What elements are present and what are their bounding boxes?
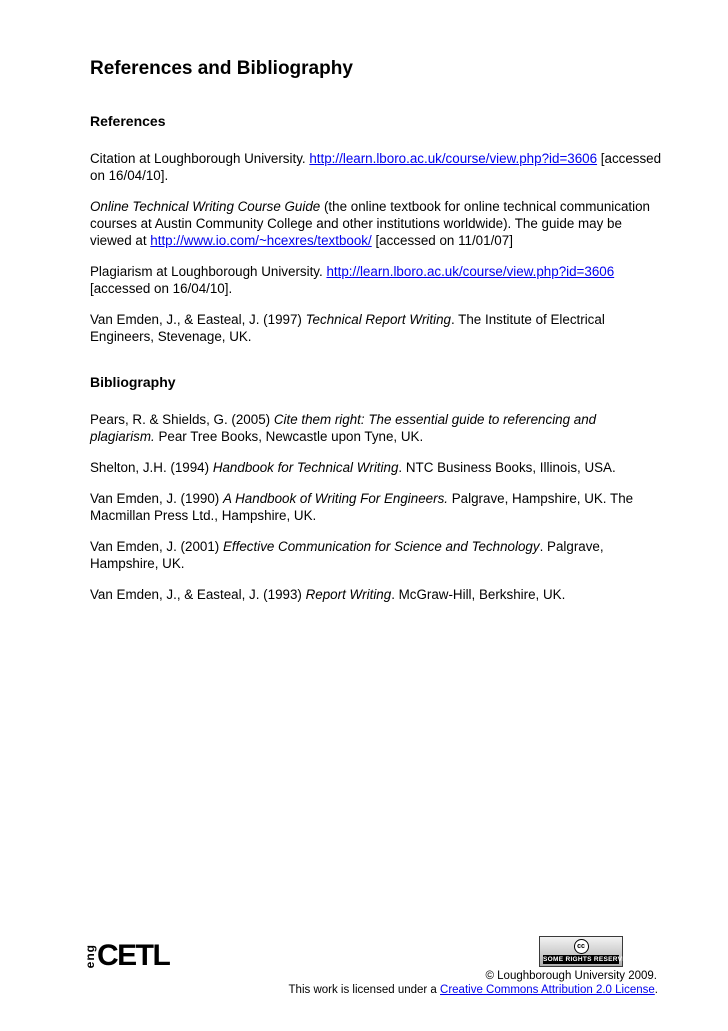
bibliography-entry bbox=[90, 411, 662, 445]
reference-entry bbox=[90, 198, 662, 249]
hyperlink[interactable]: http://learn.lboro.ac.uk/course/view.php?id=3606 bbox=[326, 264, 615, 279]
hyperlink[interactable]: http://learn.lboro.ac.uk/course/view.php?id=3606 bbox=[309, 151, 598, 166]
text-run: Citation at Loughborough University. bbox=[90, 151, 310, 166]
bibliography-entry bbox=[90, 586, 662, 603]
text-run: Pears, R. & Shields, G. (2005) bbox=[90, 412, 274, 427]
text-run: Van Emden, J. (1990) bbox=[90, 491, 223, 506]
document-content bbox=[90, 57, 662, 617]
engcetl-logo bbox=[84, 941, 169, 971]
page-title: References and Bibliography bbox=[90, 58, 353, 79]
text-run: Van Emden, J., & Easteal, J. (1993) bbox=[90, 587, 306, 602]
italic-text-run: Cite them right: The essential guide to referencing and plagiarism. bbox=[90, 412, 597, 444]
references-heading: References bbox=[90, 113, 166, 129]
text-run: Palgrave, Hampshire, UK. The Macmillan Press Ltd., Hampshire, UK. bbox=[90, 491, 634, 523]
hyperlink[interactable]: http://www.io.com/~hcexres/textbook/ bbox=[150, 233, 372, 248]
text-run: Plagiarism at Loughborough University. bbox=[90, 264, 327, 279]
bibliography-heading: Bibliography bbox=[90, 374, 176, 390]
engcetl-logo-eng-text: eng bbox=[83, 943, 97, 969]
text-run: [accessed on 16/04/10]. bbox=[90, 151, 662, 183]
engcetl-logo-cetl-text: CETL bbox=[97, 939, 170, 972]
license-statement bbox=[289, 983, 658, 997]
bibliography-entry bbox=[90, 490, 662, 524]
some-rights-reserved-label: SOME RIGHTS RESERVED bbox=[543, 956, 632, 963]
text-run: (the online textbook for online technical communication courses at Austin Community College and other institutions worldwide). The guide may be viewed at bbox=[90, 199, 650, 248]
text-run: . McGraw-Hill, Berkshire, UK. bbox=[391, 587, 566, 602]
copyright-notice: © Loughborough University 2009. bbox=[485, 970, 657, 982]
text-run: Pear Tree Books, Newcastle upon Tyne, UK. bbox=[154, 429, 424, 444]
text-run: Van Emden, J., & Easteal, J. (1997) bbox=[90, 312, 306, 327]
text-run: [accessed on 16/04/10]. bbox=[90, 281, 233, 296]
license-suffix: . bbox=[654, 984, 658, 996]
reference-entry bbox=[90, 311, 662, 345]
reference-entry bbox=[90, 150, 662, 184]
text-run: Van Emden, J. (2001) bbox=[90, 539, 223, 554]
license-prefix: This work is licensed under a bbox=[288, 984, 441, 996]
text-run: . Palgrave, Hampshire, UK. bbox=[90, 539, 604, 571]
cc-license-link[interactable]: Creative Commons Attribution 2.0 License bbox=[440, 984, 655, 996]
text-run: . The Institute of Electrical Engineers, Stevenage, UK. bbox=[90, 312, 605, 344]
italic-text-run: Technical Report Writing bbox=[305, 312, 451, 327]
cc-logo-icon bbox=[574, 939, 589, 954]
italic-text-run: Effective Communication for Science and Technology bbox=[222, 539, 540, 554]
text-run: [accessed on 11/01/07] bbox=[371, 233, 513, 248]
italic-text-run: A Handbook of Writing For Engineers. bbox=[222, 491, 449, 506]
italic-text-run: Online Technical Writing Course Guide bbox=[90, 199, 321, 214]
text-run: Shelton, J.H. (1994) bbox=[90, 460, 213, 475]
reference-entry bbox=[90, 263, 662, 297]
italic-text-run: Report Writing bbox=[305, 587, 392, 602]
cc-license-badge[interactable] bbox=[539, 936, 632, 967]
italic-text-run: Handbook for Technical Writing bbox=[212, 460, 399, 475]
cc-logo-letters: cc bbox=[577, 943, 585, 950]
text-run: . NTC Business Books, Illinois, USA. bbox=[398, 460, 616, 475]
bibliography-entry bbox=[90, 538, 662, 572]
bibliography-entry bbox=[90, 459, 662, 476]
